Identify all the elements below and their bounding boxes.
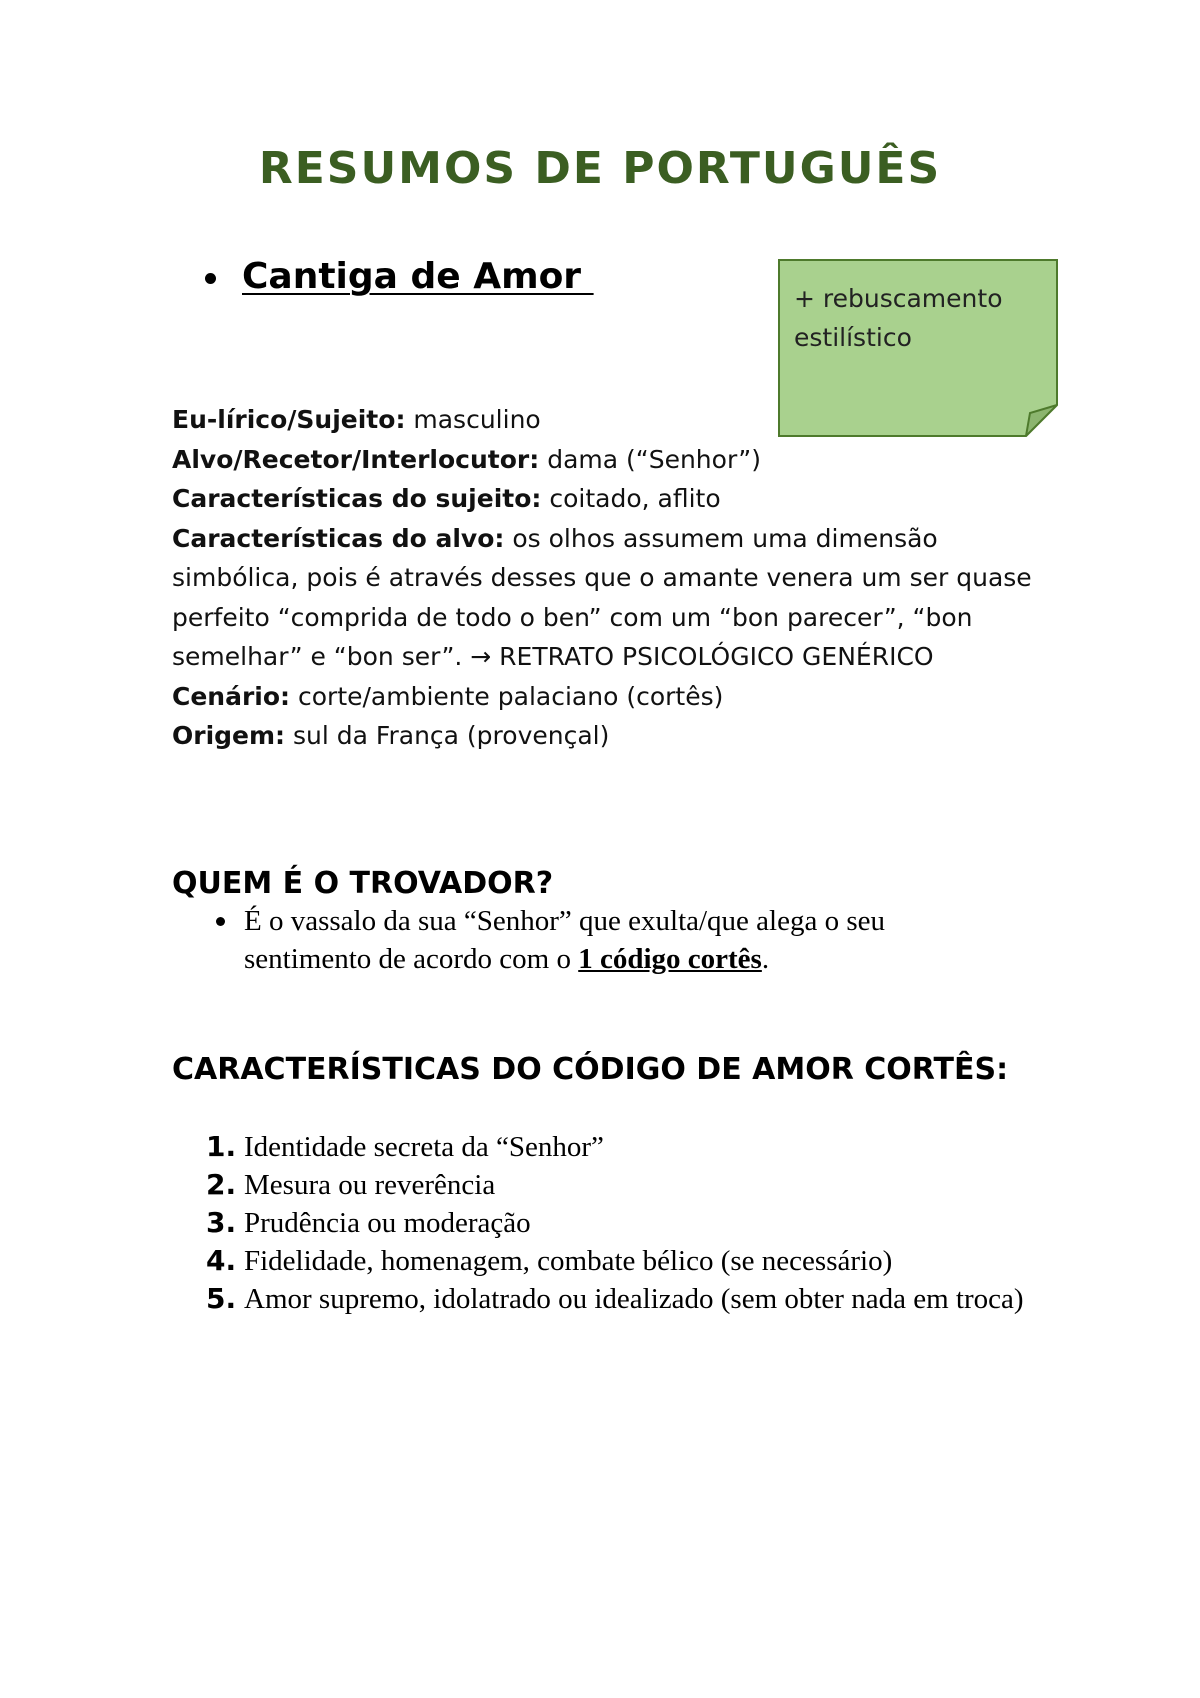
list-number: 3. bbox=[206, 1206, 237, 1239]
section-heading bbox=[205, 256, 594, 297]
field-cenario bbox=[172, 677, 1052, 717]
list-number: 1. bbox=[206, 1130, 237, 1163]
list-item-text: Fidelidade, homenagem, combate bélico (se necessário) bbox=[244, 1245, 893, 1277]
field-label: Origem: bbox=[172, 721, 286, 750]
field-caracteristicas-alvo bbox=[172, 519, 1052, 677]
field-eu-lirico bbox=[172, 400, 1052, 440]
field-label: Cenário: bbox=[172, 681, 291, 711]
list-item-text: Identidade secreta da “Senhor” bbox=[244, 1131, 604, 1163]
field-value: dama (“Senhor”) bbox=[539, 444, 761, 474]
list-number: 4. bbox=[206, 1244, 237, 1277]
info-block bbox=[172, 400, 1052, 756]
codigo-list bbox=[172, 1128, 1052, 1318]
list-item-text: Prudência ou moderação bbox=[244, 1207, 531, 1239]
trovador-text: É o vassalo da sua “Senhor” que exulta/que alega o seu sentimento de acordo com o bbox=[244, 905, 886, 975]
list-number: 2. bbox=[206, 1168, 237, 1201]
trovador-list bbox=[172, 902, 992, 978]
field-label: Eu-lírico/Sujeito: bbox=[172, 405, 406, 434]
field-value: coitado, aflito bbox=[541, 484, 721, 513]
bullet-icon bbox=[216, 917, 225, 926]
trovador-end: . bbox=[761, 943, 770, 975]
field-value: sul da França (provençal) bbox=[285, 721, 610, 750]
field-label: Características do sujeito: bbox=[172, 484, 542, 513]
list-item bbox=[172, 1242, 1052, 1280]
list-item bbox=[172, 902, 992, 978]
trovador-emphasis: 1 código cortês bbox=[578, 943, 762, 975]
field-alvo bbox=[172, 440, 1052, 480]
bullet-icon bbox=[205, 273, 216, 284]
field-origem bbox=[172, 716, 1052, 756]
field-value: masculino bbox=[405, 405, 541, 434]
field-label: Características do alvo: bbox=[172, 523, 505, 553]
field-value: corte/ambiente palaciano (cortês) bbox=[290, 681, 724, 711]
trovador-heading: QUEM É O TROVADOR? bbox=[172, 866, 554, 901]
list-item bbox=[172, 1128, 1052, 1166]
list-item bbox=[172, 1166, 1052, 1204]
field-value: os olhos assumem uma dimensão simbólica, pois é através desses que o amante venera um ser quase perfeito “comprida de todo o ben” com um “bon parecer”, “bon semelhar” e “bon ser”. → RETRATO PSICOLÓGICO GENÉRICO bbox=[172, 523, 1032, 671]
sticky-note-text: + rebuscamento estilístico bbox=[794, 284, 1003, 352]
list-item bbox=[172, 1280, 1052, 1318]
section-heading-text: Cantiga de Amor bbox=[242, 256, 594, 297]
codigo-heading: CARACTERÍSTICAS DO CÓDIGO DE AMOR CORTÊS: bbox=[172, 1052, 1009, 1087]
list-number: 5. bbox=[206, 1282, 237, 1315]
field-caracteristicas-sujeito bbox=[172, 479, 1052, 519]
list-item-text: Amor supremo, idolatrado ou idealizado (sem obter nada em troca) bbox=[244, 1283, 1024, 1315]
list-item bbox=[172, 1204, 1052, 1242]
list-item-text: Mesura ou reverência bbox=[244, 1169, 496, 1201]
field-label: Alvo/Recetor/Interlocutor: bbox=[172, 444, 540, 474]
document-title: RESUMOS DE PORTUGUÊS bbox=[258, 143, 942, 194]
